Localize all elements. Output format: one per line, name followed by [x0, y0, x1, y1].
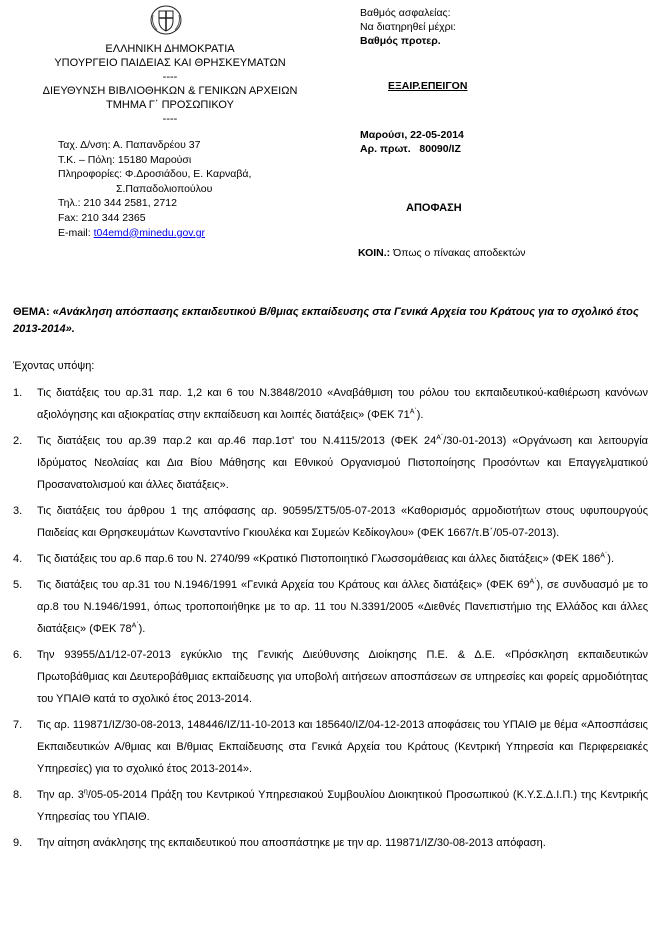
email-label: E-mail: [58, 226, 94, 239]
list-item [13, 784, 648, 828]
urgent-badge: ΕΞΑΙΡ.ΕΠΕΙΓΟΝ [388, 80, 468, 92]
info-contacts-cont: Σ.Παπαδολιοπούλου [116, 182, 213, 195]
item-sup: Α΄ [409, 408, 417, 416]
item-sup: η [83, 788, 88, 796]
header-line: ΕΛΛΗΝΙΚΗ ΔΗΜΟΚΡΑΤΙΑ [105, 43, 235, 55]
item-sup: Α΄ [600, 552, 608, 560]
item-text: Την 93955/Δ1/12-07-2013 εγκύκλιο της Γενικής Διεύθυνσης Διοίκησης Π.Ε. & Δ.Ε. «Πρόσκληση εκπαιδευτικών Πρωτοβάθμιας και Δευτεροβάθμιας εκπαίδευσης για υποβολή αιτήσεων αποσπάσεων σε υπηρεσίες και φορείς αρμοδιότητας του ΥΠΑΙΘ κατά το σχολικό έτος 2013-2014. [37, 649, 648, 705]
list-item [13, 832, 648, 854]
header-line: ΥΠΟΥΡΓΕΙΟ ΠΑΙΔΕΙΑΣ ΚΑΙ ΘΡΗΣΚΕΥΜΑΤΩΝ [54, 57, 286, 69]
item-text: Τις διατάξεις του αρ.31 του Ν.1946/1991 «Γενικά Αρχεία του Κράτους και άλλες διατάξεις» (ΦΕΚ 69 [37, 579, 530, 591]
item-number: 1. [13, 387, 23, 399]
keep-until: Να διατηρηθεί μέχρι: [360, 21, 456, 33]
item-text: Τις διατάξεις του αρ.39 παρ.2 και αρ.46 παρ.1στ' του Ν.4115/2013 (ΦΕΚ 24 [37, 435, 437, 447]
list-item [13, 644, 648, 710]
security-level: Βαθμός ασφαλείας: [360, 7, 451, 19]
header-line: ΔΙΕΥΘΥΝΣΗ ΒΙΒΛΙΟΘΗΚΩΝ & ΓΕΝΙΚΩΝ ΑΡΧΕΙΩΝ [42, 85, 298, 97]
address: Ταχ. Δ/νση: Α. Παπανδρέου 37 [58, 139, 201, 151]
considerations-list [13, 382, 648, 858]
item-tail: ). [607, 553, 615, 565]
protocol-row [360, 142, 464, 156]
item-text: Τις διατάξεις του αρ.6 παρ.6 του Ν. 2740/99 «Κρατικό Πιστοποιητικό Γλωσσομάθειας και άλλες διατάξεις» (ΦΕΚ 186 [37, 553, 601, 565]
list-item [13, 500, 648, 544]
fax: Fax: 210 344 2365 [58, 211, 146, 224]
item-tail: ). [138, 623, 146, 635]
item-tail: /30-01-2013) «Οργάνωση και λειτουργία Ιδρύματος Νεολαίας και Δια Βίου Μάθησης και Εθνικού Οργανισμού Πιστοποίησης Προσόντων και Επαγγελματικού Προσανατολισμού και άλλες διατάξεις». [37, 435, 649, 491]
list-item [13, 548, 648, 570]
item-number: 3. [13, 505, 23, 517]
info-contacts: Πληροφορίες: Φ.Δροσιάδου, Ε. Καρναβά, [58, 168, 252, 181]
decision-title: ΑΠΟΦΑΣΗ [406, 202, 462, 214]
item-number: 2. [13, 435, 23, 447]
phone: Τηλ.: 210 344 2581, 2712 [58, 197, 177, 210]
date: Μαρούσι, 22-05-2014 [360, 129, 464, 141]
item-sup: Α΄ [529, 578, 537, 586]
subject [13, 304, 648, 338]
protocol-number: 80090/ΙΖ [419, 143, 461, 155]
priority-level: Βαθμός προτερ. [360, 35, 441, 47]
list-item [13, 382, 648, 426]
item-number: 7. [13, 719, 23, 731]
greek-crest-icon [150, 5, 182, 35]
item-number: 6. [13, 649, 23, 661]
list-item [13, 574, 648, 640]
security-block [360, 6, 456, 48]
koin-row [358, 247, 526, 259]
item-tail: ). [416, 409, 424, 421]
list-item [13, 430, 648, 496]
protocol-label: Αρ. πρωτ. [360, 143, 411, 155]
koin-label: ΚΟΙΝ.: [358, 247, 391, 259]
item-text: Τις διατάξεις του αρ.31 παρ. 1,2 και 6 του Ν.3848/2010 «Αναβάθμιση του ρόλου του εκπαιδευτικού-καθιέρωση κανόνων αξιολόγησης και αξιοκρατίας στην εκπαίδευση και λοιπές διατάξεις» (ΦΕΚ 71 [37, 387, 648, 421]
subject-text: «Ανάκληση απόσπασης εκπαιδευτικού Β/θμιας εκπαίδευσης στα Γενικά Αρχεία του Κράτους για το σχολικό έτος 2013-2014». [13, 306, 639, 335]
header-line: ΤΜΗΜΑ Γ΄ ΠΡΟΣΩΠΙΚΟΥ [106, 99, 234, 111]
email-row [58, 226, 251, 241]
postal-code: Τ.Κ. – Πόλη: 15180 Μαρούσι [58, 153, 192, 166]
item-tail: /05-05-2014 Πράξη του Κεντρικού Υπηρεσιακού Συμβουλίου Διοικητικού Προσωπικού (Κ.Υ.Σ.Δ.Ι.Π.) της Κεντρικής Υπηρεσίας του ΥΠΑΙΘ. [37, 789, 648, 823]
item-sup: Α΄ [436, 434, 444, 442]
item-text: Τις διατάξεις του άρθρου 1 της απόφασης αρ. 90595/ΣΤ5/05-07-2013 «Καθορισμός αρμοδιοτήτων στους υφυπουργούς Παιδείας και Θρησκευμάτων Κωνσταντίνο Γκιουλέκα και Συμεών Κεδίκογλου» (ΦΕΚ 1667/τ.Β΄/05-07-2013). [37, 505, 648, 539]
item-sup: Α΄ [131, 622, 139, 630]
ministry-header [20, 42, 320, 126]
intro: Έχοντας υπόψη: [13, 360, 95, 372]
list-item [13, 714, 648, 780]
email-link[interactable]: t04emd@minedu.gov.gr [93, 226, 206, 239]
date-protocol [360, 128, 464, 156]
item-number: 8. [13, 789, 23, 801]
contact-info [58, 138, 251, 240]
header-line: ---- [162, 113, 178, 125]
item-text: Τις αρ. 119871/ΙΖ/30-08-2013, 148446/ΙΖ/11-10-2013 και 185640/ΙΖ/04-12-2013 αποφάσεις του ΥΠΑΙΘ με θέμα «Αποσπάσεις Εκπαιδευτικών Α/θμιας και Β/θμιας Εκπαίδευσης στα Γενικά Αρχεία του Κράτους (Κεντρική Υπηρεσία και Περιφερειακές Υπηρεσίες) για το σχολικό έτος 2013-2014». [37, 719, 648, 775]
koin-text: Όπως ο πίνακας αποδεκτών [390, 247, 526, 259]
item-number: 4. [13, 553, 23, 565]
item-tail: ), σε συνδυασμό με το αρ.8 του Ν.1946/1991, όπως τροποποιήθηκε με το αρ. 11 του Ν.3391/2005 «Διεθνές Πανεπιστήμιο της Ελλάδος και άλλες διατάξεις» (ΦΕΚ 78 [37, 579, 649, 635]
item-number: 9. [13, 837, 23, 849]
item-text: Την αίτηση ανάκλησης της εκπαιδευτικού που αποσπάστηκε με την αρ. 119871/ΙΖ/30-08-2013 απόφαση. [37, 837, 546, 849]
header-line: ---- [162, 71, 178, 83]
subject-label: ΘΕΜΑ: [13, 306, 53, 318]
item-text: Την αρ. 3 [37, 789, 84, 801]
item-number: 5. [13, 579, 23, 591]
